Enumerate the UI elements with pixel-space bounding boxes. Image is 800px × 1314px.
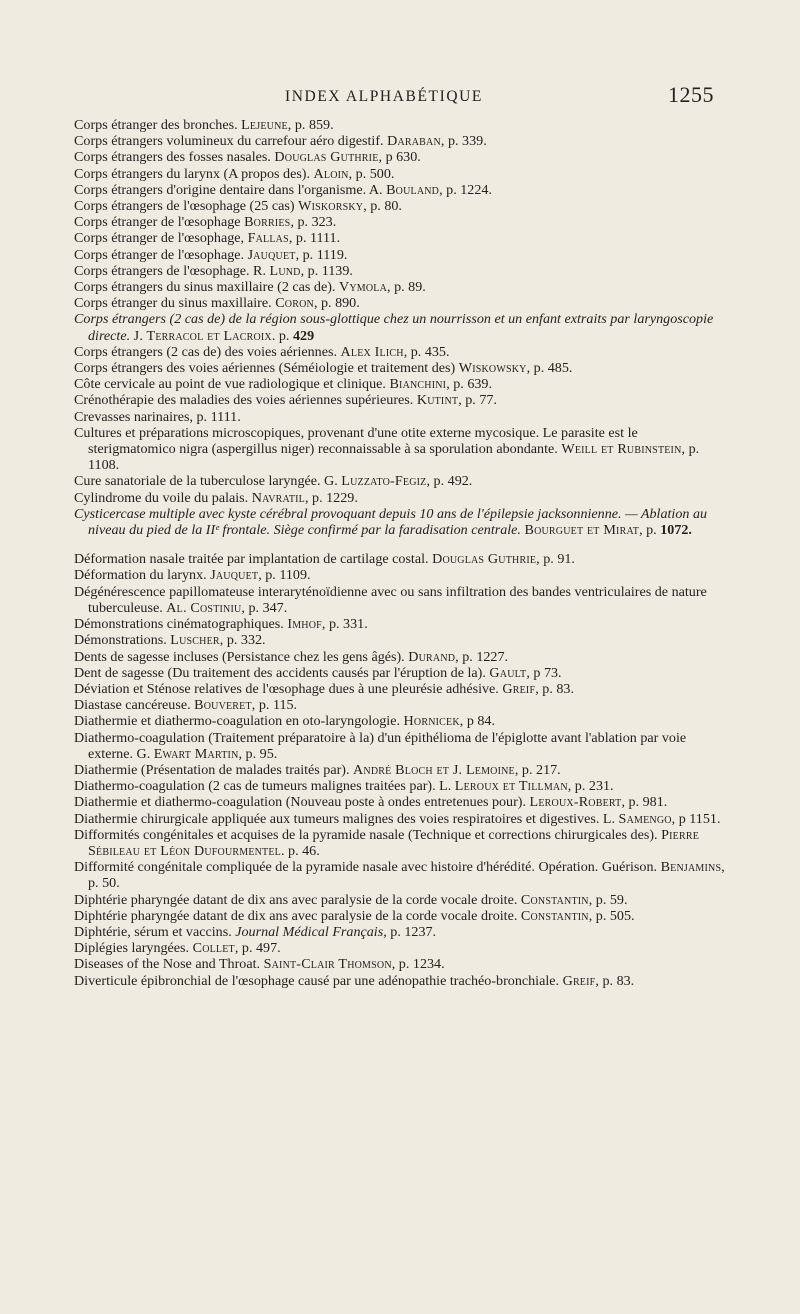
entry-text: . p.: [271, 327, 293, 344]
index-section-c: [74, 117, 726, 538]
entry-text: Corps étranger de l'œsophage: [74, 214, 245, 231]
entry-text: Corps étrangers (2 cas de) de la région sous-glottique chez un nourrisson et un enfant extraits par laryngoscopie directe.: [74, 311, 714, 344]
index-entry: [74, 376, 726, 392]
entry-text: Diathermie (Présentation de malades traités par).: [74, 761, 354, 778]
entry-text: , p. 77.: [458, 392, 497, 409]
entry-text: , p. 50.: [88, 859, 725, 892]
entry-text: Corps étrangers des fosses nasales.: [74, 149, 275, 166]
entry-text: , p 630.: [378, 149, 421, 166]
entry-text: Diathermie chirurgicale appliquée aux tumeurs malignes des voies respiratoires et digestives. L.: [74, 810, 619, 827]
index-entry: [74, 649, 726, 665]
page-number: 1255: [668, 82, 714, 107]
author-name: Daraban: [387, 133, 441, 150]
index-entry: [74, 859, 726, 891]
entry-text: , p. 83.: [595, 972, 635, 989]
index-entry: [74, 263, 726, 279]
author-name: J. Terracol et Lacroix: [133, 327, 272, 344]
entry-text: Corps étranger du sinus maxillaire.: [74, 295, 276, 312]
author-name: Navratil: [251, 489, 305, 506]
entry-text: Diathermie et diathermo-coagulation (Nouveau poste à ondes entretenues pour).: [74, 794, 530, 811]
entry-text: , p. 115.: [251, 697, 298, 714]
author-name: Bouland: [386, 181, 440, 198]
author-name: Samengo: [618, 810, 672, 827]
index-section-d: [74, 551, 726, 988]
author-name: Saint-Clair Thomson: [263, 956, 392, 973]
entry-text: , p 84.: [459, 713, 495, 730]
index-entry: [74, 908, 726, 924]
entry-text: Corps étrangers (2 cas de) des voies aériennes.: [74, 343, 341, 360]
index-entries: [74, 117, 726, 989]
author-name: Aloin: [313, 165, 349, 182]
index-entry: [74, 230, 726, 246]
author-name: Al. Costiniu: [166, 599, 242, 616]
index-entry: [74, 473, 726, 489]
entry-text: Déviation et Sténose relatives de l'œsophage dues à une pleurésie adhésive.: [74, 680, 503, 697]
entry-text: , p. 485.: [526, 360, 573, 377]
entry-text: , p. 1108.: [88, 441, 700, 474]
entry-text: Cultures et préparations microscopiques, provenant d'une otite externe mycosique. Le parasite est le sterigmatomico nigra (aspergillus niger) reconnaissable à sa sporulation abondante.: [74, 424, 638, 458]
author-name: Constantin: [520, 907, 589, 924]
entry-text: Diverticule épibronchial de l'œsophage causé par une adénopathie trachéo-bronchiale.: [74, 972, 563, 989]
author-name: Collet: [192, 940, 235, 957]
index-entry: [74, 665, 726, 681]
entry-text: Dent de sagesse (Du traitement des accidents causés par l'éruption de la).: [74, 664, 490, 681]
entry-text: Diastase cancéreuse.: [74, 697, 195, 714]
entry-text: , p. 1227.: [455, 648, 509, 665]
index-entry: [74, 182, 726, 198]
index-entry: [74, 425, 726, 474]
author-name: Imhof: [287, 616, 322, 633]
entry-text: , p. 1139.: [300, 262, 353, 279]
index-entry: [74, 616, 726, 632]
author-name: Alex Ilich: [340, 343, 404, 360]
entry-text: , p.: [639, 522, 661, 539]
index-entry: [74, 506, 726, 538]
index-entry: [74, 490, 726, 506]
entry-text: Diphtérie pharyngée datant de dix ans avec paralysie de la corde vocale droite.: [74, 907, 521, 924]
author-name: Leroux et Tillman: [454, 778, 568, 795]
entry-text: , p. 981.: [621, 794, 668, 811]
entry-text: Difformités congénitales et acquises de la pyramide nasale (Technique et corrections chirurgicales des).: [74, 826, 662, 843]
author-name: Wiskowsky: [458, 360, 527, 377]
entry-text: Côte cervicale au point de vue radiologique et clinique.: [74, 376, 390, 393]
index-entry: [74, 295, 726, 311]
entry-text: , p. 1229.: [304, 489, 358, 506]
source-title: Journal Médical Français: [235, 923, 384, 940]
entry-text: , p 1151.: [671, 810, 721, 827]
author-name: Borries: [244, 214, 291, 231]
index-entry: [74, 584, 726, 616]
entry-text: Corps étrangers de l'œsophage (25 cas): [74, 198, 299, 215]
index-entry: [74, 778, 726, 794]
entry-text: Corps étranger des bronches.: [74, 117, 242, 133]
entry-text: Dents de sagesse incluses (Persistance chez les gens âgés).: [74, 648, 409, 665]
entry-text: , p. 89.: [387, 279, 426, 296]
entry-text: Diphtérie, sérum et vaccins.: [74, 923, 236, 940]
entry-text: , p 73.: [526, 664, 562, 681]
entry-text: Diathermo-coagulation (Traitement préparatoire à la) d'un épithélioma de l'épiglotte avant l'ablation par voie externe. G.: [74, 729, 687, 762]
entry-text: , p. 347.: [241, 599, 288, 616]
entry-text: Diplégies laryngées.: [74, 940, 193, 957]
entry-text: , p. 83.: [535, 680, 574, 697]
index-entry: [74, 392, 726, 408]
index-entry: [74, 973, 726, 989]
author-name: Bianchini: [389, 376, 447, 393]
author-name: Greif: [562, 972, 596, 989]
index-entry: [74, 567, 726, 583]
entry-text: , p. 497.: [234, 940, 281, 957]
author-name: Jauquet: [210, 567, 259, 584]
entry-text: , p. 1109.: [258, 567, 311, 584]
entry-text: , p. 339.: [440, 133, 487, 150]
entry-text: , p. 231.: [567, 778, 614, 795]
index-entry: [74, 247, 726, 263]
entry-text: , p. 890.: [313, 295, 360, 312]
page-header: [0, 84, 800, 114]
entry-text: , p. 505.: [588, 907, 635, 924]
author-name: Douglas Guthrie: [274, 149, 379, 166]
author-name: Lejeune: [241, 117, 288, 133]
index-entry: [74, 940, 726, 956]
entry-text: , p. 1237.: [383, 923, 437, 940]
entry-text: Difformité congénitale compliquée de la pyramide nasale avec histoire d'hérédité. Opération. Guérison.: [74, 859, 661, 876]
index-entry: [74, 344, 726, 360]
author-name: Ewart Martin: [153, 745, 239, 762]
entry-text: Diathermie et diathermo-coagulation en oto-laryngologie.: [74, 713, 404, 730]
entry-text: , p. 492.: [426, 473, 473, 490]
author-name: Constantin: [520, 891, 589, 908]
entry-text: , p. 323.: [290, 214, 337, 231]
index-entry: [74, 551, 726, 567]
entry-text: . p. 46.: [280, 842, 320, 859]
index-entry: [74, 632, 726, 648]
author-name: Gault: [489, 664, 527, 681]
index-entry: [74, 827, 726, 859]
index-entry: [74, 117, 726, 133]
index-entry: [74, 311, 726, 343]
entry-text: Crénothérapie des maladies des voies aériennes supérieures.: [74, 392, 417, 409]
author-name: Lund: [269, 262, 301, 279]
entry-text: , p. 859.: [287, 117, 334, 133]
entry-text: Diphtérie pharyngée datant de dix ans avec paralysie de la corde vocale droite.: [74, 891, 521, 908]
author-name: Fallas: [247, 230, 289, 247]
index-entry: [74, 762, 726, 778]
entry-text: Cysticercase multiple avec kyste cérébral provoquant depuis 10 ans de l'épilepsie jacksonnienne. — Ablation au niveau du pied de la IIᵉ frontale. Siège confirmé par la faradisation centrale.: [74, 505, 708, 539]
entry-text: , p. 1119.: [295, 246, 348, 263]
entry-text: , p. 80.: [363, 198, 402, 215]
entry-text: Corps étrangers des voies aériennes (Séméiologie et traitement des): [74, 360, 459, 377]
index-entry: [74, 697, 726, 713]
entry-text: Corps étrangers du sinus maxillaire (2 cas de).: [74, 279, 339, 296]
index-entry: [74, 713, 726, 729]
entry-text: Cylindrome du voile du palais.: [74, 489, 252, 506]
author-name: Pierre Sébileau et Léon Dufourmentel: [88, 826, 700, 859]
entry-text: Déformation nasale traitée par implantation de cartilage costal.: [74, 551, 433, 568]
index-entry: [74, 214, 726, 230]
entry-text: , p. 435.: [403, 343, 450, 360]
author-name: Durand: [408, 648, 456, 665]
author-name: Bourguet et Mirat: [524, 522, 640, 539]
entry-text: , p. 1111.: [288, 230, 341, 247]
index-entry: [74, 956, 726, 972]
index-entry: [74, 279, 726, 295]
index-entry: [74, 681, 726, 697]
author-name: Greif: [502, 680, 536, 697]
author-name: Kutint: [416, 392, 459, 409]
entry-text: Corps étrangers d'origine dentaire dans l'organisme. A.: [74, 181, 387, 198]
entry-text: , p. 59.: [588, 891, 628, 908]
entry-text: Diathermo-coagulation (2 cas de tumeurs malignes traitées par). L.: [74, 778, 455, 795]
entry-text: Cure sanatoriale de la tuberculose laryngée. G.: [74, 473, 342, 490]
author-name: Leroux-Robert: [529, 794, 622, 811]
entry-text: , p. 639.: [446, 376, 492, 393]
page-reference: 429: [292, 327, 315, 344]
index-entry: [74, 166, 726, 182]
entry-text: , p. 91.: [536, 551, 575, 568]
index-entry: [74, 198, 726, 214]
author-name: Bouveret: [194, 697, 252, 714]
author-name: Douglas Guthrie: [432, 551, 537, 568]
entry-text: , p. 500.: [348, 165, 395, 182]
author-name: André Bloch et J. Lemoine: [353, 761, 515, 778]
index-entry: [74, 892, 726, 908]
index-entry: [74, 133, 726, 149]
entry-text: Déformation du larynx.: [74, 567, 211, 584]
entry-text: , p. 331.: [321, 616, 368, 633]
entry-text: Dégénérescence papillomateuse interaryténoïdienne avec ou sans infiltration des bandes ventriculaires de nature tuberculeuse.: [74, 583, 707, 616]
index-entry: [74, 149, 726, 165]
index-entry: [74, 730, 726, 762]
index-entry: [74, 409, 726, 425]
running-title: INDEX ALPHABÉTIQUE: [285, 88, 483, 105]
index-entry: [74, 794, 726, 810]
author-name: Benjamins: [660, 859, 722, 876]
entry-text: Démonstrations.: [74, 632, 171, 649]
entry-text: , p. 217.: [514, 761, 561, 778]
entry-text: Corps étranger de l'œsophage,: [74, 230, 248, 247]
entry-text: , p. 1234.: [391, 956, 445, 973]
index-entry: [74, 924, 726, 940]
entry-text: Corps étrangers volumineux du carrefour aéro digestif.: [74, 133, 388, 150]
author-name: Luzzato-Fegiz: [341, 473, 427, 490]
entry-text: Corps étrangers du larynx (A propos des).: [74, 165, 314, 182]
author-name: Weill et Rubinstein: [561, 441, 682, 458]
entry-text: , p. 95.: [238, 745, 278, 762]
entry-text: Corps étrangers de l'œsophage. R.: [74, 262, 270, 279]
entry-text: Corps étranger de l'œsophage.: [74, 246, 248, 263]
author-name: Coron: [275, 295, 314, 312]
author-name: Hornicek: [403, 713, 460, 730]
entry-text: Démonstrations cinématographiques.: [74, 616, 288, 633]
entry-text: , p. 1224.: [439, 181, 492, 198]
entry-text: , p. 332.: [219, 632, 266, 649]
entry-text: Diseases of the Nose and Throat.: [74, 956, 264, 973]
author-name: Wiskorsky: [298, 198, 364, 215]
index-entry: [74, 811, 726, 827]
author-name: Vymola: [338, 279, 388, 296]
author-name: Luscher: [170, 632, 220, 649]
author-name: Jauquet: [247, 246, 296, 263]
page-reference: 1072.: [660, 522, 692, 539]
entry-text: Crevasses narinaires, p. 1111.: [74, 408, 241, 425]
index-entry: [74, 360, 726, 376]
